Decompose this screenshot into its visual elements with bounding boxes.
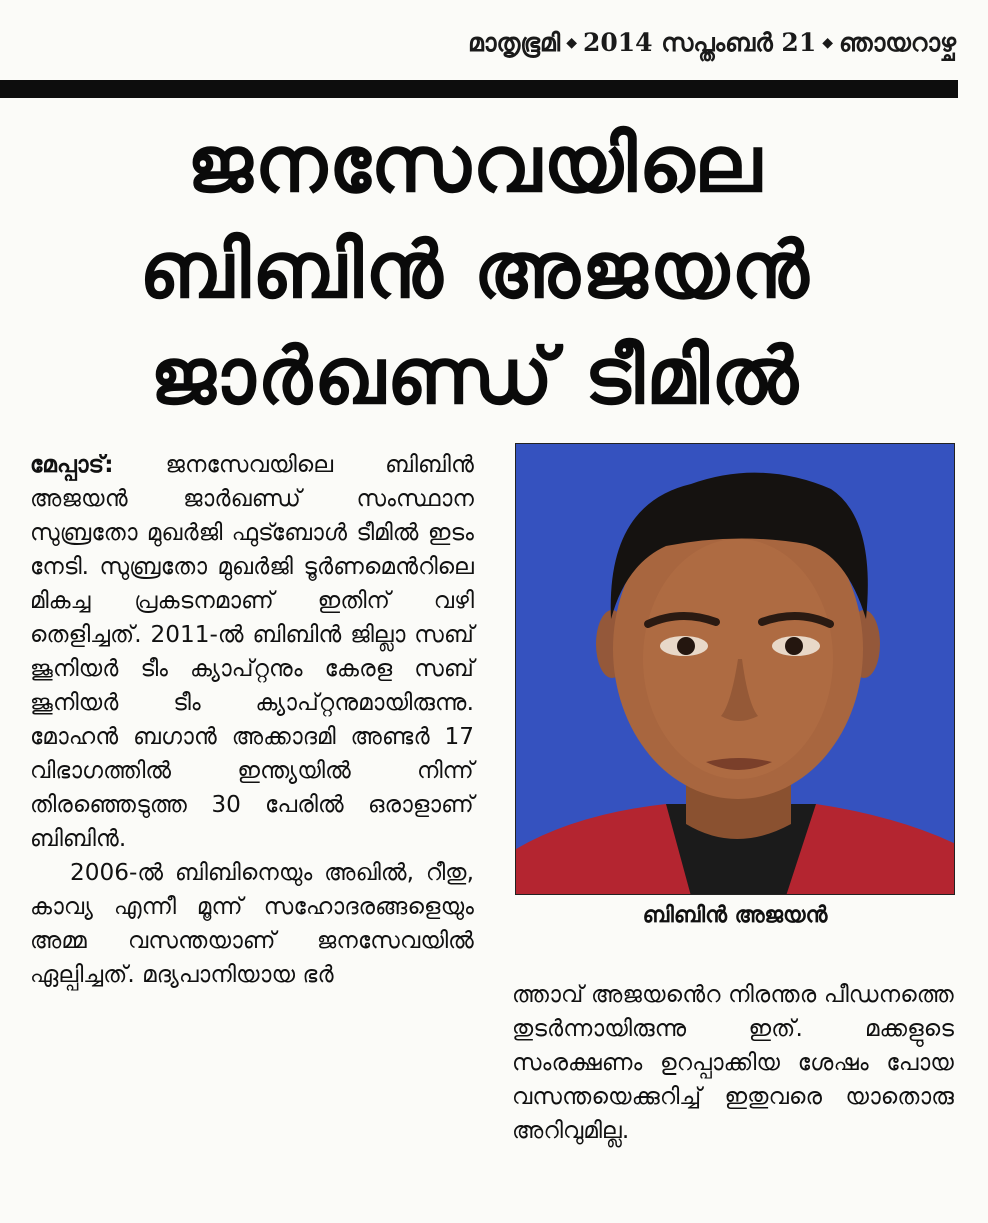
headline-line-1: ജനസേവയിലെ bbox=[186, 120, 764, 210]
article-paragraph-2: 2006-ൽ ബിബിനെയും അഖിൽ, റീതു, കാവ്യ എന്നീ മൂന്ന് സഹോദരങ്ങളെയും അമ്മ വസന്തയാണ് ജനസേവയിൽ ഏല്പിച്ചത്. മദ്യപാനിയായ ഭർ bbox=[30, 859, 474, 988]
separator-dot-icon: ◆ bbox=[822, 35, 834, 51]
article-text-1: ജനസേവയിലെ ബിബിൻ അജയൻ ജാർഖണ്ഡ് സംസ്ഥാന സുബ്രതോ മുഖർജി ഫുട്ബോൾ ടീമിൽ ഇടം നേടി. സുബ്രതോ മുഖർജി ടൂർണമെൻറിലെ മികച്ച പ്രകടനമാണ് ഇതിന് വഴി തെളിച്ചത്. 2011-ൽ ബിബിൻ ജില്ലാ സബ് ജൂനിയർ ടീം ക്യാപ്റ്റനും കേരള സബ് ജൂനിയർ ടീം ക്യാപ്റ്റനുമായിരുന്നു. മോഹൻ ബഗാൻ അക്കാദമി അണ്ടർ 17 വിഭാഗത്തിൽ ഇന്ത്യയിൽ നിന്ന് തിരഞ്ഞെടുത്ത 30 പേരിൽ ഒരാളാണ് ബിബിൻ. bbox=[30, 451, 475, 852]
portrait-illustration bbox=[516, 444, 955, 895]
headline-line-2: ബിബിൻ അജയൻ bbox=[139, 226, 811, 316]
dateline: മേപ്പാട്: bbox=[30, 451, 114, 478]
headline bbox=[20, 112, 930, 430]
masthead bbox=[468, 28, 956, 58]
issue-day: ഞായറാഴ്ച bbox=[839, 28, 956, 57]
article-column-right bbox=[512, 978, 954, 1148]
article-paragraph-1 bbox=[30, 448, 474, 856]
newspaper-name: മാതൃഭൂമി bbox=[468, 28, 561, 57]
header-rule bbox=[0, 80, 958, 98]
issue-date: 2014 സപ്തംബർ 21 bbox=[582, 28, 817, 57]
separator-dot-icon: ◆ bbox=[566, 35, 577, 51]
headline-line-3: ജാർഖണ്ഡ് ടീമിൽ bbox=[150, 332, 800, 422]
photo-caption: ബിബിൻ അജയൻ bbox=[642, 903, 828, 928]
article-paragraph-3: ത്താവ് അജയൻെറ നിരന്തര പീഡനത്തെ തുടർന്നായിരുന്നു ഇത്. മക്കളുടെ സംരക്ഷണം ഉറപ്പാക്കിയ ശേഷം പോയ വസന്തയെക്കുറിച്ച് ഇതുവരെ യാതൊരു അറിവുമില്ല. bbox=[512, 981, 954, 1144]
portrait-photo bbox=[515, 443, 955, 895]
article-column-left bbox=[30, 448, 474, 992]
